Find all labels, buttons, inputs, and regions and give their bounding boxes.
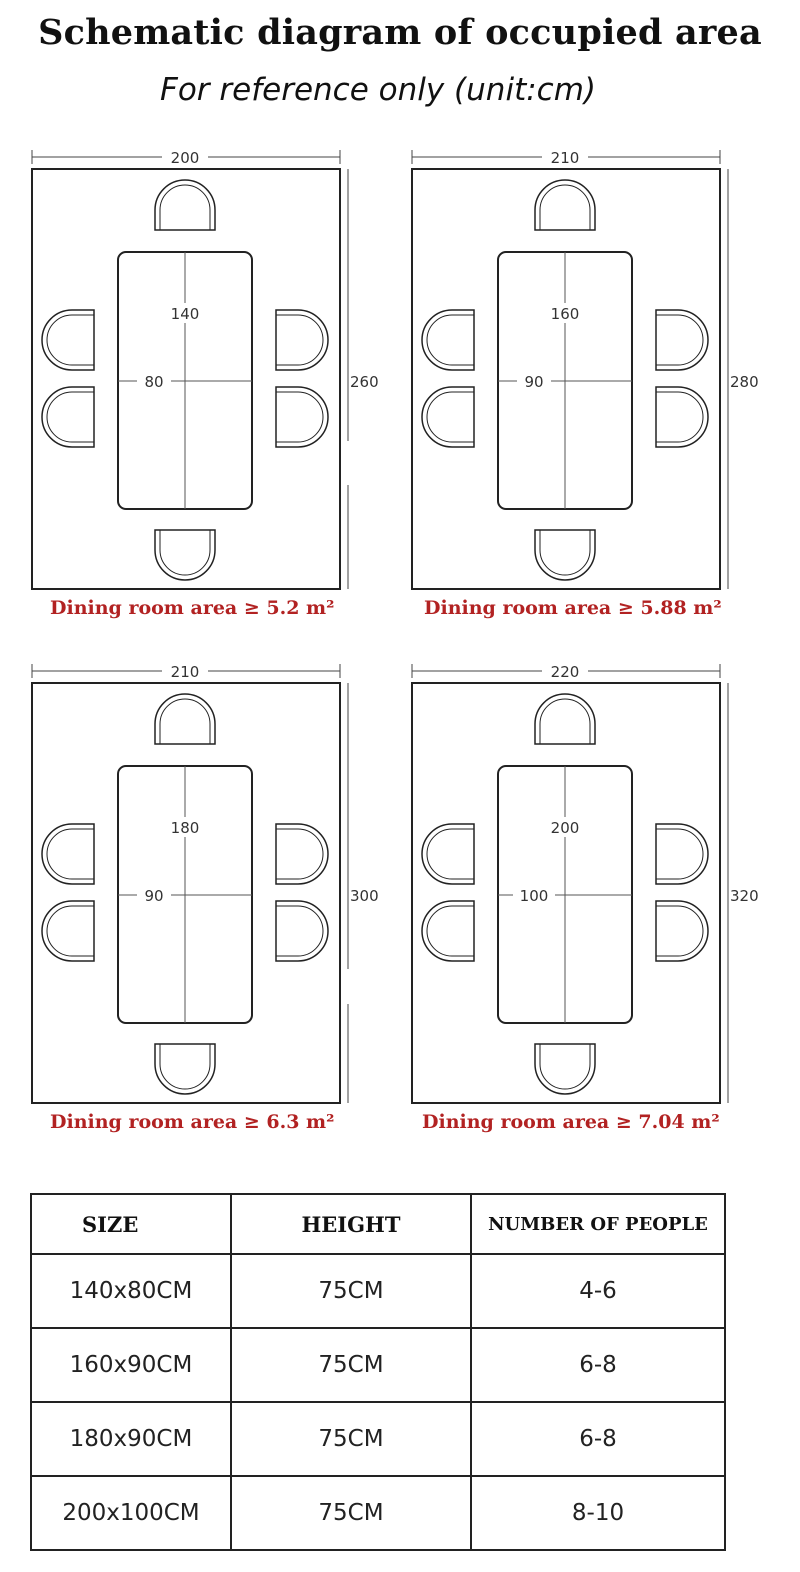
- chair-right-1: [276, 824, 328, 884]
- table-row: [31, 1254, 725, 1328]
- chair-bottom: [535, 530, 595, 580]
- page-title: Schematic diagram of occupied area: [38, 12, 762, 53]
- room-outline: [412, 683, 720, 1103]
- size-cell: 160x90CM: [31, 1328, 231, 1402]
- size-cell: 200x100CM: [31, 1476, 231, 1550]
- room-plan: [30, 659, 400, 1139]
- chair-right-2: [656, 387, 708, 447]
- layout-diagram-3: [30, 659, 400, 1139]
- height-cell: 75CM: [231, 1328, 471, 1402]
- table-length-label: 160: [550, 305, 580, 323]
- table-header-row: [31, 1194, 725, 1254]
- chair-right-2: [276, 387, 328, 447]
- table-row: [31, 1476, 725, 1550]
- area-caption: Dining room area ≥ 7.04 m²: [422, 1111, 720, 1133]
- room-width-label: 210: [550, 149, 580, 167]
- size-cell: 180x90CM: [31, 1402, 231, 1476]
- room-width-label: 210: [170, 663, 200, 681]
- people-cell: 4-6: [471, 1254, 725, 1328]
- people-cell: 6-8: [471, 1328, 725, 1402]
- room-plan: [30, 145, 400, 625]
- chair-top: [155, 180, 215, 230]
- size-spec-table: [30, 1193, 726, 1551]
- area-caption: Dining room area ≥ 5.88 m²: [424, 597, 722, 619]
- chair-left-2: [42, 901, 94, 961]
- table-width-label: 90: [524, 373, 544, 391]
- chair-right-1: [656, 310, 708, 370]
- layout-diagram-4: [410, 659, 780, 1139]
- table-width-label: 100: [519, 887, 549, 905]
- chair-bottom: [535, 1044, 595, 1094]
- room-length-label: 320: [730, 887, 759, 905]
- height-cell: 75CM: [231, 1254, 471, 1328]
- chair-top: [535, 180, 595, 230]
- room-length-label: 260: [350, 373, 379, 391]
- people-header: NUMBER OF PEOPLE: [471, 1194, 725, 1254]
- people-cell: 8-10: [471, 1476, 725, 1550]
- chair-left-1: [422, 310, 474, 370]
- room-width-label: 220: [550, 663, 580, 681]
- chair-top: [535, 694, 595, 744]
- room-length-label: 300: [350, 887, 379, 905]
- chair-left-2: [42, 387, 94, 447]
- chair-left-1: [42, 310, 94, 370]
- area-caption: Dining room area ≥ 5.2 m²: [50, 597, 335, 619]
- table-row: [31, 1402, 725, 1476]
- page-subtitle: For reference only (unit:cm): [160, 72, 596, 108]
- chair-right-2: [276, 901, 328, 961]
- room-length-label: 280: [730, 373, 759, 391]
- layout-diagram-2: [410, 145, 780, 625]
- chair-right-2: [656, 901, 708, 961]
- table-row: [31, 1328, 725, 1402]
- room-plan: [410, 659, 780, 1139]
- chair-top: [155, 694, 215, 744]
- table-length-label: 140: [170, 305, 200, 323]
- height-cell: 75CM: [231, 1476, 471, 1550]
- people-cell: 6-8: [471, 1402, 725, 1476]
- table-width-label: 90: [144, 887, 164, 905]
- chair-left-2: [422, 387, 474, 447]
- area-caption: Dining room area ≥ 6.3 m²: [50, 1111, 335, 1133]
- chair-right-1: [276, 310, 328, 370]
- room-outline: [32, 169, 340, 589]
- chair-left-2: [422, 901, 474, 961]
- height-cell: 75CM: [231, 1402, 471, 1476]
- room-outline: [32, 683, 340, 1103]
- size-header: SIZE: [31, 1194, 231, 1254]
- table-width-label: 80: [144, 373, 164, 391]
- layout-diagram-1: [30, 145, 400, 625]
- size-cell: 140x80CM: [31, 1254, 231, 1328]
- chair-bottom: [155, 530, 215, 580]
- room-outline: [412, 169, 720, 589]
- height-header: HEIGHT: [231, 1194, 471, 1254]
- chair-right-1: [656, 824, 708, 884]
- chair-bottom: [155, 1044, 215, 1094]
- chair-left-1: [422, 824, 474, 884]
- room-width-label: 200: [170, 149, 200, 167]
- table-length-label: 200: [550, 819, 580, 837]
- chair-left-1: [42, 824, 94, 884]
- room-plan: [410, 145, 780, 625]
- table-length-label: 180: [170, 819, 200, 837]
